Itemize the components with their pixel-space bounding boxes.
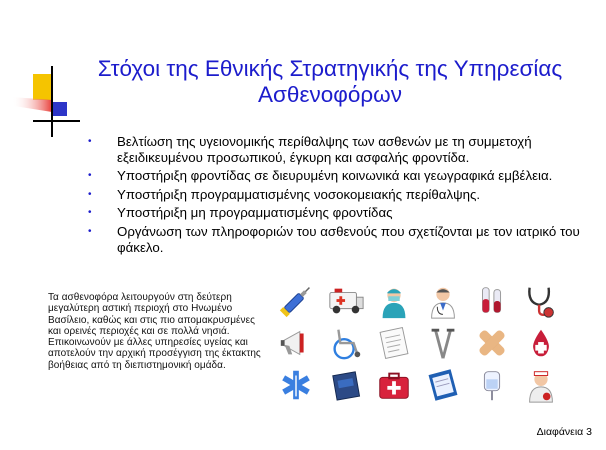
slide-number: Διαφάνεια 3	[536, 426, 592, 438]
slide-title-line-2: Ασθενοφόρων	[258, 82, 402, 107]
medical-book-icon	[327, 367, 365, 403]
bullet-dot: •	[88, 188, 92, 200]
bullet-dot: •	[88, 170, 92, 182]
wheelchair-icon	[327, 325, 365, 361]
nurse-icon	[522, 367, 560, 403]
goals-bullet-list	[88, 134, 594, 258]
bullet-dot: •	[88, 207, 92, 219]
star-of-life-icon	[277, 367, 315, 403]
syringe-icon	[277, 283, 315, 319]
bullet-text: Οργάνωση των πληροφοριών του ασθενούς που σχετίζονται με τον ιατρικό του φάκελο.	[117, 223, 580, 255]
first-aid-kit-icon	[375, 367, 413, 403]
bullet-dot: •	[88, 225, 92, 237]
bullet-text: Υποστήριξη φροντίδας σε διευρυμένη κοινωνικά και γεωγραφικά εμβέλεια.	[117, 168, 553, 184]
bullet-text: Υποστήριξη προγραμματισμένης νοσοκομειακής περίθαλψης.	[117, 186, 481, 202]
blood-drop-icon	[522, 325, 560, 361]
bullet-text: Υποστήριξη μη προγραμματισμένης φροντίδας	[117, 205, 393, 221]
test-tubes-icon	[473, 283, 511, 319]
megaphone-icon	[277, 325, 315, 361]
surgeon-icon	[375, 283, 413, 319]
slide-title-line-1: Στόχοι της Εθνικής Στρατηγικής της Υπηρεσίας	[97, 56, 563, 81]
doctor-icon	[424, 283, 462, 319]
ambulance-description-paragraph: Τα ασθενοφόρα λειτουργούν στη δεύτερη μεγαλύτερη αστική περιοχή στο Ηνωμένο Βασίλειο, καθώς και στις πιο απομακρυσμένες και ορεινές περιοχές και σε πολλά νησιά. Επικοινωνούν με άλλες υπηρεσίες υγείας και αποτελούν την αρχική προσέγγιση της έκτακτης βοήθειας από τη διεπιστημονική ομάδα.	[48, 292, 261, 371]
medical-chart-icon	[424, 367, 462, 403]
crutches-icon	[424, 325, 462, 361]
bandage-icon	[473, 325, 511, 361]
bullet-text: Βελτίωση της υγειονομικής περίθαλψης των ασθενών με τη συμμετοχή εξειδικευμένου προσωπικού, έγκυρη και ασφαλής φροντίδα.	[117, 134, 532, 165]
bullet-item	[88, 168, 594, 184]
stethoscope-icon	[522, 283, 560, 319]
prescription-icon	[375, 325, 413, 361]
bullet-item	[88, 134, 594, 165]
ambulance-icon	[327, 283, 365, 319]
bullet-item	[88, 224, 594, 255]
medical-clipart-grid	[272, 283, 572, 403]
slide-title	[60, 56, 600, 108]
bullet-dot: •	[88, 136, 92, 147]
iv-bag-icon	[473, 367, 511, 403]
bullet-item	[88, 205, 594, 221]
bullet-item	[88, 187, 594, 203]
